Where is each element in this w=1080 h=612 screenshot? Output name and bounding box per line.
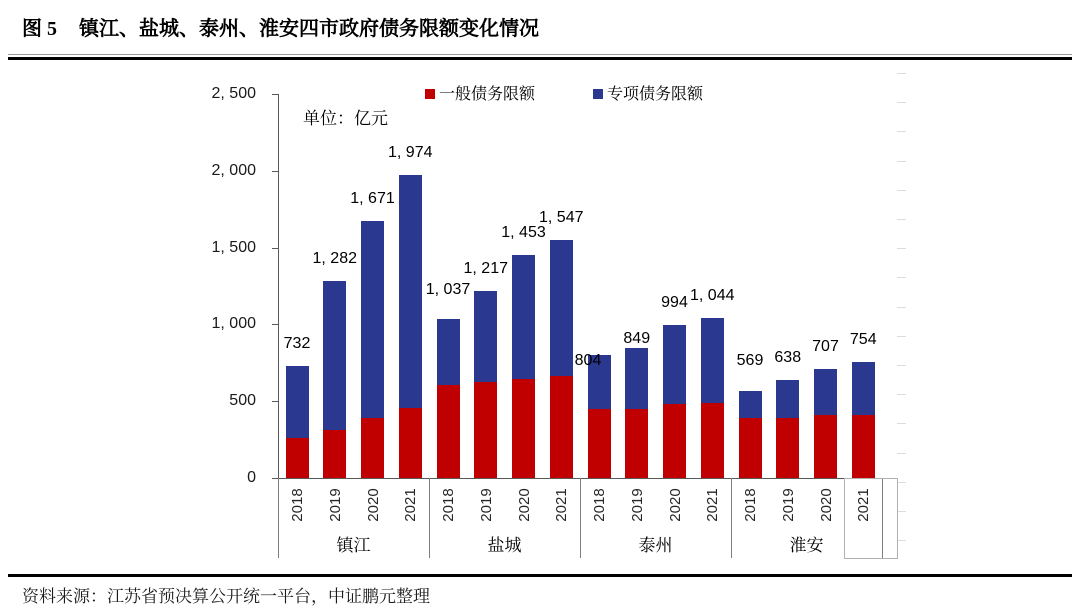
bar-segment-general bbox=[437, 385, 460, 478]
bar-segment-general bbox=[550, 376, 573, 478]
figure-title-text: 镇江、盐城、泰州、淮安四市政府债务限额变化情况 bbox=[79, 18, 539, 40]
right-minor-tick bbox=[897, 482, 906, 483]
y-axis-tick bbox=[272, 401, 278, 402]
city-label: 泰州 bbox=[638, 536, 673, 555]
figure-title bbox=[22, 12, 539, 41]
bar-total-label: 1, 044 bbox=[690, 286, 735, 304]
x-axis-year-label: 2020 bbox=[364, 488, 382, 522]
y-axis-tick-label: 0 bbox=[247, 469, 256, 486]
x-axis-year-label: 2019 bbox=[779, 488, 797, 522]
bar-segment-special bbox=[776, 380, 799, 418]
bar-total-label: 1, 547 bbox=[539, 209, 584, 227]
x-axis-year-label: 2021 bbox=[402, 488, 420, 522]
right-minor-tick bbox=[897, 365, 906, 366]
y-axis-tick-label: 2, 500 bbox=[211, 85, 256, 102]
footer-divider bbox=[8, 574, 1072, 577]
bar-total-label: 994 bbox=[661, 294, 688, 312]
bar-segment-special bbox=[739, 391, 762, 419]
right-minor-tick bbox=[897, 307, 906, 308]
right-minor-tick bbox=[897, 511, 906, 512]
y-axis-line bbox=[278, 94, 279, 478]
bar-segment-special bbox=[852, 362, 875, 415]
city-label: 盐城 bbox=[487, 536, 522, 555]
x-axis-year-label: 2021 bbox=[704, 488, 722, 522]
bar-total-label: 1, 037 bbox=[425, 280, 471, 298]
y-axis-tick bbox=[272, 248, 278, 249]
debt-limit-chart bbox=[0, 60, 1080, 574]
bar-segment-general bbox=[814, 415, 837, 478]
bar-segment-general bbox=[399, 408, 422, 478]
right-minor-tick bbox=[897, 161, 906, 162]
right-minor-tick bbox=[897, 102, 906, 103]
y-axis-tick bbox=[272, 324, 278, 325]
bar-segment-general bbox=[739, 418, 762, 478]
x-axis-year-label: 2018 bbox=[591, 488, 608, 522]
bar-segment-special bbox=[663, 325, 686, 404]
bar-total-label: 754 bbox=[849, 331, 877, 349]
bar-total-label: 804 bbox=[574, 351, 602, 369]
bar-segment-general bbox=[323, 430, 346, 478]
legend-swatch-special-icon bbox=[593, 89, 603, 99]
bar-total-label: 1, 974 bbox=[388, 143, 433, 161]
x-axis-year-label: 2020 bbox=[666, 488, 684, 522]
bar-total-label: 569 bbox=[736, 351, 764, 369]
bar-segment-special bbox=[474, 291, 497, 382]
legend-item-general bbox=[425, 81, 535, 104]
y-axis-tick-label: 1, 000 bbox=[211, 315, 256, 333]
bar-segment-general bbox=[663, 404, 686, 478]
y-axis-tick bbox=[272, 94, 278, 95]
x-axis-year-label: 2021 bbox=[553, 488, 571, 522]
right-minor-tick bbox=[897, 540, 906, 541]
unit-label: 单位：亿元 bbox=[303, 109, 388, 128]
city-label: 淮安 bbox=[789, 536, 824, 555]
source-note: 资料来源：江苏省预决算公开统一平台，中证鹏元整理 bbox=[22, 587, 430, 606]
bar-segment-general bbox=[286, 438, 309, 478]
right-minor-tick bbox=[897, 453, 906, 454]
legend-label-special: 专项债务限额 bbox=[607, 86, 704, 103]
x-axis-year-label: 2018 bbox=[440, 488, 457, 522]
bar-segment-general bbox=[512, 379, 535, 478]
bar-segment-general bbox=[776, 418, 799, 478]
bar-total-label: 1, 671 bbox=[350, 190, 395, 208]
bar-total-label: 1, 282 bbox=[312, 250, 357, 268]
bar-total-label: 638 bbox=[774, 349, 802, 366]
right-minor-tick bbox=[897, 131, 906, 132]
y-axis-tick-label: 500 bbox=[229, 392, 256, 410]
bar-segment-general bbox=[852, 415, 875, 478]
bar-segment-special bbox=[437, 319, 460, 385]
bar-segment-special bbox=[323, 281, 346, 430]
bar-total-label: 849 bbox=[623, 329, 651, 347]
city-label: 镇江 bbox=[336, 536, 371, 555]
bar-segment-general bbox=[474, 382, 497, 478]
y-axis-tick-label: 2, 000 bbox=[211, 161, 256, 179]
bar-segment-special bbox=[512, 255, 535, 379]
y-axis-tick bbox=[272, 171, 278, 172]
x-axis-year-label: 2020 bbox=[515, 488, 533, 522]
legend-label-general: 一般债务限额 bbox=[439, 86, 536, 103]
bar-total-label: 1, 217 bbox=[463, 260, 508, 278]
legend-item-special bbox=[593, 81, 703, 104]
right-minor-tick bbox=[897, 219, 906, 220]
selection-artifact-box bbox=[844, 478, 898, 559]
bar-segment-general bbox=[361, 418, 384, 478]
x-axis-year-label: 2018 bbox=[742, 488, 759, 522]
bar-segment-general bbox=[625, 409, 648, 478]
x-axis-year-label: 2018 bbox=[289, 488, 306, 522]
right-minor-tick bbox=[897, 190, 906, 191]
legend-swatch-general-icon bbox=[425, 89, 435, 99]
bar-total-label: 1, 453 bbox=[501, 223, 546, 241]
y-axis-tick-label: 1, 500 bbox=[211, 238, 256, 256]
right-minor-tick bbox=[897, 394, 906, 395]
bar-total-label: 732 bbox=[283, 334, 311, 352]
figure-label: 图 5 bbox=[22, 18, 57, 40]
right-minor-tick bbox=[897, 277, 906, 278]
right-minor-tick bbox=[897, 423, 906, 424]
bar-segment-special bbox=[814, 369, 837, 415]
right-minor-tick bbox=[897, 248, 906, 249]
x-axis-year-label: 2019 bbox=[628, 488, 646, 522]
bar-segment-general bbox=[701, 403, 724, 478]
right-minor-tick bbox=[897, 73, 906, 74]
bar-total-label: 707 bbox=[812, 338, 839, 356]
x-axis-year-label: 2019 bbox=[326, 488, 344, 522]
bar-segment-special bbox=[625, 348, 648, 409]
x-axis-year-label: 2021 bbox=[855, 488, 873, 522]
x-axis-year-label: 2020 bbox=[817, 488, 835, 522]
x-axis-year-label: 2019 bbox=[477, 488, 495, 522]
bar-segment-special bbox=[361, 221, 384, 417]
bar-segment-general bbox=[588, 409, 611, 478]
bar-segment-special bbox=[286, 366, 309, 438]
